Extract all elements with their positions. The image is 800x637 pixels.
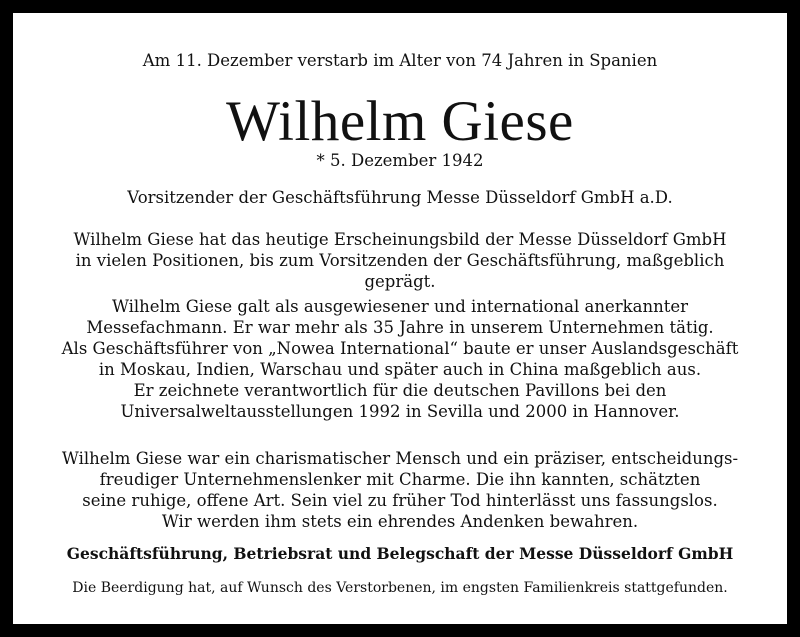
paragraph-achievements: Wilhelm Giese galt als ausgewiesener und international anerkannter Messefachmann. Er war mehr als 35 Jahre in unserem Unternehmen tätig. Als Geschäftsführer von „Nowea International“ baute er unser Auslandsgeschäft in Moskau, Indien, Warschau und später auch in China maßgeblich aus. Er zeichnete verantwortlich für die deutschen Pavillons bei den Universalweltausstellungen 1992 in Sevilla und 2000 in Hannover. bbox=[61, 297, 739, 421]
signature-line: Geschäftsführung, Betriebsrat und Belegschaft der Messe Düsseldorf GmbH bbox=[66, 544, 734, 563]
intro-line: Am 11. Dezember verstarb im Alter von 74 Jahren in Spanien bbox=[142, 51, 658, 70]
paragraph-character: Wilhelm Giese war ein charismatischer Mensch und ein präziser, entscheidungs- freudiger Unternehmenslenker mit Charme. Die ihn kannten, schätzten seine ruhige, offene Art. Sein viel zu früher Tod hinterlässt uns fassungslos. Wir werden ihm stets ein ehrendes Andenken bewahren. bbox=[61, 449, 739, 531]
paragraph-career: Wilhelm Giese hat das heutige Erscheinungsbild der Messe Düsseldorf GmbH in vielen Positionen, bis zum Vorsitzenden der Geschäftsführung, maßgeblich geprägt. bbox=[73, 230, 727, 291]
deceased-name: Wilhelm Giese bbox=[226, 90, 574, 153]
notice-content bbox=[13, 13, 787, 624]
funeral-note: Die Beerdigung hat, auf Wunsch des Verstorbenen, im engsten Familienkreis stattgefunden. bbox=[72, 580, 728, 596]
birth-date: * 5. Dezember 1942 bbox=[316, 151, 484, 170]
role-title: Vorsitzender der Geschäftsführung Messe Düsseldorf GmbH a.D. bbox=[127, 188, 673, 207]
